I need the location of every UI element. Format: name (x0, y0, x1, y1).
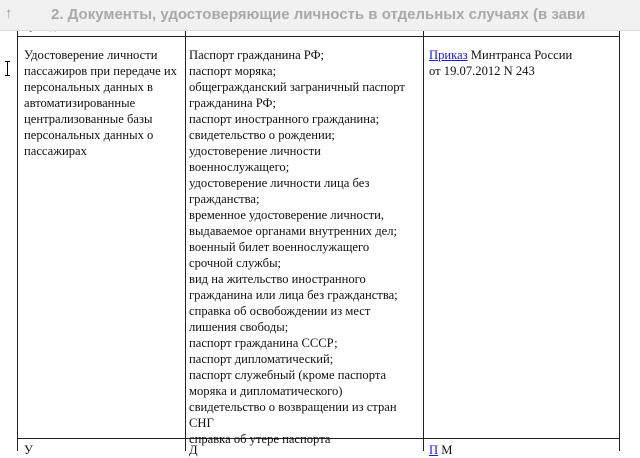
next-row-documents-fragment (189, 443, 417, 457)
document-list-line: гражданина или лица без гражданства; (189, 288, 398, 302)
row-purpose-cell (24, 47, 188, 159)
next-row-purpose-fragment (24, 443, 188, 457)
document-list-line: СНГ (189, 416, 214, 430)
purpose-line: пассажиров при передаче их (24, 64, 177, 78)
document-list-line: паспорт гражданина СССР; (189, 336, 338, 350)
purpose-line: персональных данных о (24, 128, 154, 142)
document-list-line: военный билет военнослужащего (189, 240, 370, 254)
purpose-line: пассажирах (24, 144, 87, 158)
order-link[interactable]: Приказ (429, 48, 468, 62)
document-list-line: срочной службы; (189, 256, 282, 270)
documents-table (17, 0, 620, 457)
document-list-line: удостоверение личности лица без (189, 176, 370, 190)
next-row-text: М (441, 443, 453, 457)
next-order-link[interactable]: П (429, 443, 439, 457)
document-list-line: моряка и дипломатического) (189, 384, 343, 398)
document-list-line: паспорт иностранного гражданина; (189, 112, 380, 126)
document-list-line: справка об утере паспорта (189, 432, 331, 446)
table-border-right (619, 0, 620, 451)
purpose-line: централизованные базы (24, 112, 153, 126)
document-list-line: Паспорт гражданина РФ; (189, 48, 325, 62)
document-list-line: свидетельство о рождении; (189, 128, 335, 142)
document-list-line: паспорт служебный (кроме паспорта (189, 368, 387, 382)
column-divider-2 (423, 0, 424, 451)
row-separator-top (17, 36, 620, 37)
scroll-up-arrow-icon[interactable]: ↑ (5, 5, 13, 22)
document-list-line: паспорт моряка; (189, 64, 277, 78)
next-row-source (429, 442, 452, 458)
source-date: от 19.07.2012 N 243 (429, 64, 535, 78)
document-list-line: военнослужащего; (189, 160, 290, 174)
document-list-line: временное удостоверение личности, (189, 208, 385, 222)
text-cursor-icon (7, 61, 11, 76)
table-border-left (17, 0, 18, 451)
row-documents-cell (189, 47, 417, 447)
document-list-line: выдаваемое органами внутренних дел; (189, 224, 398, 238)
document-list-line: гражданства; (189, 192, 260, 206)
document-list-line: свидетельство о возвращении из стран (189, 400, 397, 414)
next-row-text: Д (189, 443, 198, 457)
document-list-line: паспорт дипломатический; (189, 352, 334, 366)
section-title[interactable]: 2. Документы, удостоверяющие личность в отдельных случаях (в зави (51, 6, 586, 23)
document-list-line: общегражданский заграничный паспорт (189, 80, 405, 94)
document-list-line: справка об освобождении из мест (189, 304, 371, 318)
source-ministry: Минтранса России (470, 48, 573, 62)
purpose-line: персональных данных в (24, 80, 153, 94)
document-list-line: удостоверение личности (189, 144, 321, 158)
source-line (429, 47, 614, 63)
row-source-cell (429, 47, 614, 79)
next-row-source-fragment (429, 443, 614, 457)
section-header-bar[interactable] (0, 0, 640, 31)
next-row-text: У (24, 443, 33, 457)
document-list-line: лишения свободы; (189, 320, 289, 334)
document-list-line: гражданина РФ; (189, 96, 276, 110)
purpose-line: Удостоверение личности (24, 48, 158, 62)
document-list-line: вид на жительство иностранного (189, 272, 366, 286)
purpose-line: автоматизированные (24, 96, 136, 110)
